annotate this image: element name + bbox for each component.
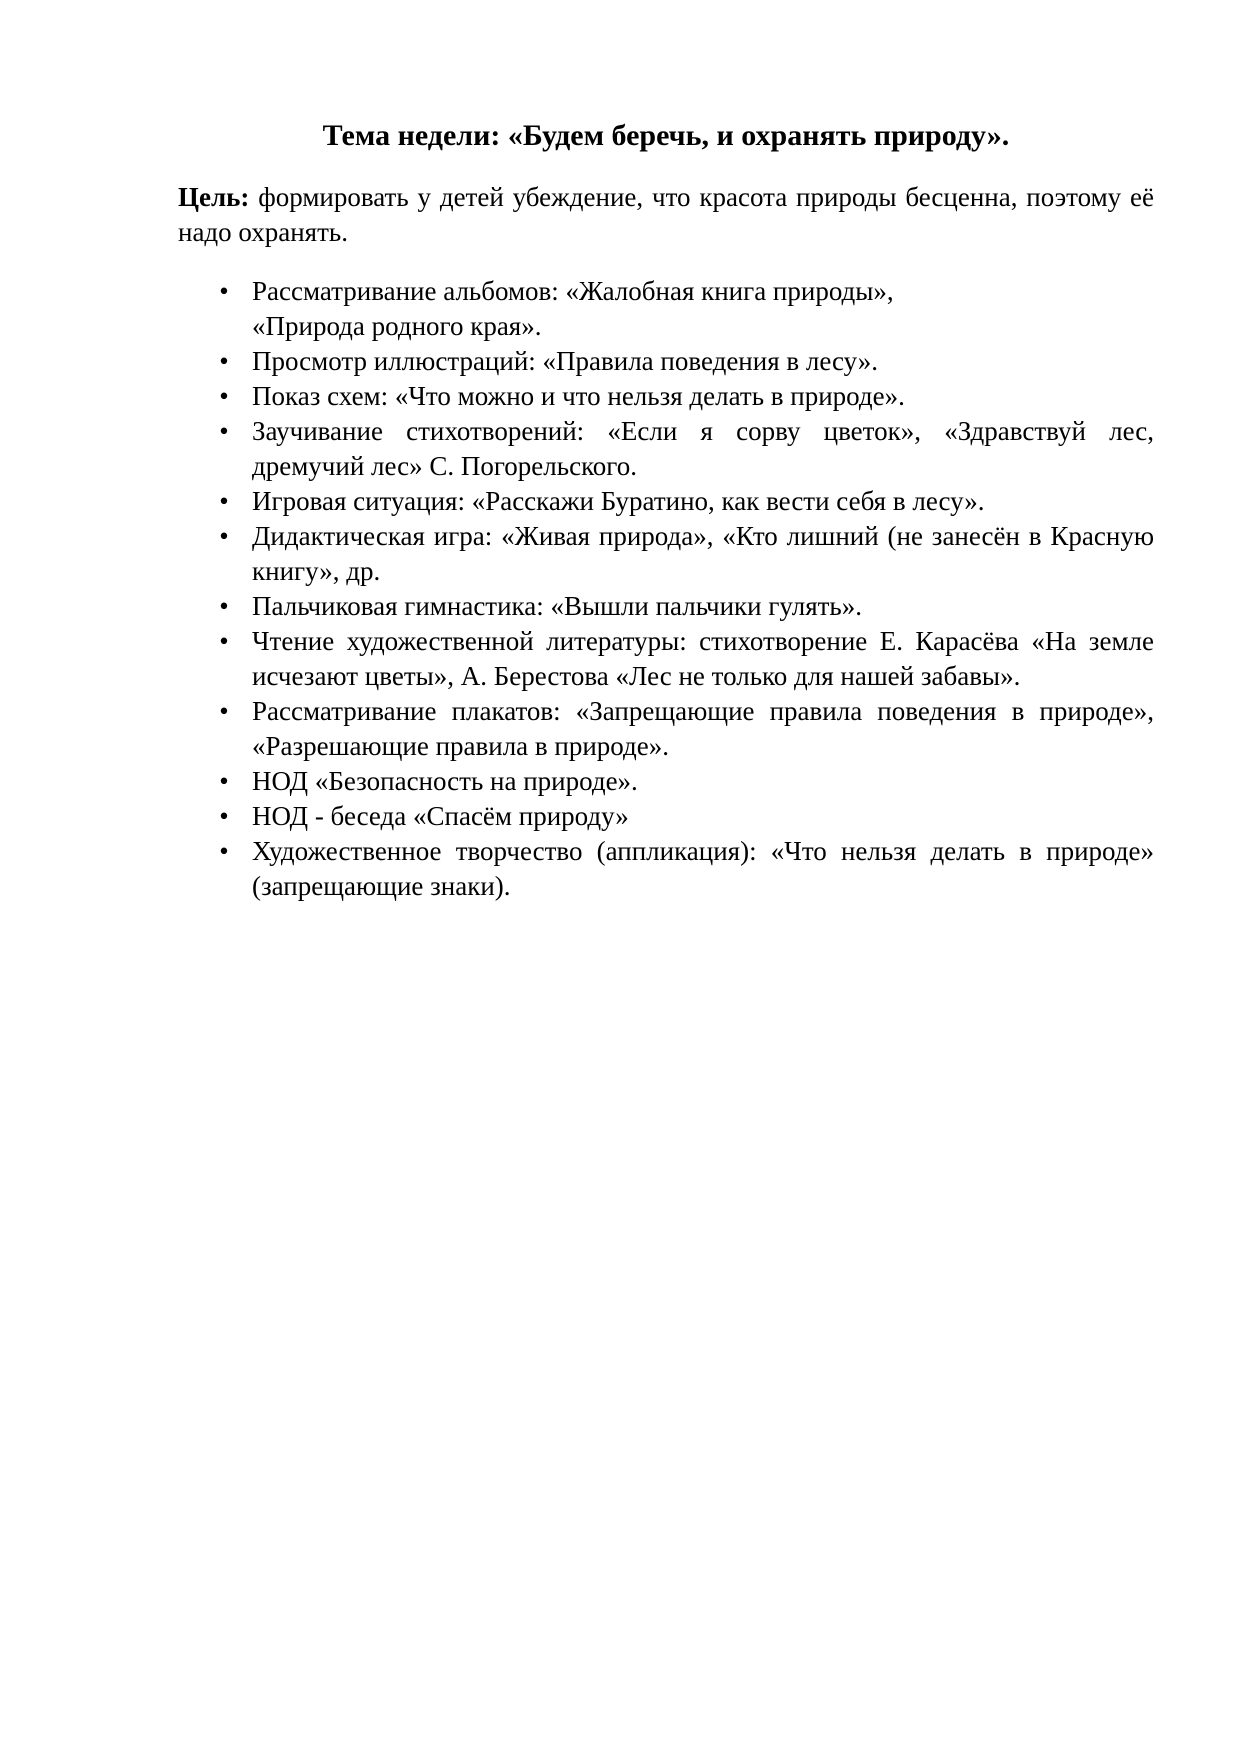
bullet-icon: • [219, 521, 229, 551]
bullet-icon: • [219, 346, 229, 376]
list-item [178, 694, 1154, 764]
list-item-text: Игровая ситуация: «Расскажи Буратино, как вести себя в лесу». [252, 486, 985, 516]
list-item-text-line: Рассматривание альбомов: «Жалобная книга природы», [252, 276, 894, 306]
bullet-icon: • [219, 486, 229, 516]
list-item-text: Заучивание стихотворений: «Если я сорву цветок», «Здравствуй лес, дремучий лес» С. Погорельского. [252, 416, 1154, 481]
list-item-text: НОД - беседа «Спасём природу» [252, 801, 629, 831]
list-item [178, 344, 1154, 379]
list-item [178, 484, 1154, 519]
list-item [178, 274, 1154, 344]
list-item [178, 834, 1154, 904]
list-item-text: Просмотр иллюстраций: «Правила поведения в лесу». [252, 346, 879, 376]
goal-paragraph [178, 180, 1154, 250]
bullet-icon: • [219, 801, 229, 831]
list-item-text: Чтение художественной литературы: стихотворение Е. Карасёва «На земле исчезают цветы», А. Берестова «Лес не только для нашей забавы». [252, 626, 1154, 691]
bullet-icon: • [219, 626, 229, 656]
bullet-icon: • [219, 696, 229, 726]
list-item-text: Дидактическая игра: «Живая природа», «Кто лишний (не занесён в Красную книгу», др. [252, 521, 1154, 586]
goal-text: формировать у детей убеждение, что красота природы бесценна, поэтому её надо охранять. [178, 182, 1154, 247]
list-item-text: Показ схем: «Что можно и что нельзя делать в природе». [252, 381, 905, 411]
list-item [178, 519, 1154, 589]
bullet-icon: • [219, 766, 229, 796]
list-item-text: НОД «Безопасность на природе». [252, 766, 638, 796]
list-item [178, 799, 1154, 834]
bullet-icon: • [219, 591, 229, 621]
bullet-icon: • [219, 416, 229, 446]
bullet-icon: • [219, 276, 229, 306]
list-item [178, 379, 1154, 414]
bullet-icon: • [219, 836, 229, 866]
list-item [178, 764, 1154, 799]
bullet-icon: • [219, 381, 229, 411]
page-title: Тема недели: «Будем беречь, и охранять природу». [322, 119, 1010, 152]
list-item-text: Художественное творчество (аппликация): «Что нельзя делать в природе» (запрещающие знаки). [252, 836, 1154, 901]
list-item-text: Пальчиковая гимнастика: «Вышли пальчики гулять». [252, 591, 862, 621]
list-item-text: Рассматривание плакатов: «Запрещающие правила поведения в природе», «Разрешающие правила в природе». [252, 696, 1154, 761]
list-item [178, 624, 1154, 694]
goal-label: Цель: [178, 182, 250, 212]
activity-list [178, 274, 1154, 904]
list-item [178, 414, 1154, 484]
list-item [178, 589, 1154, 624]
list-item-text-line: «Природа родного края». [252, 311, 542, 341]
